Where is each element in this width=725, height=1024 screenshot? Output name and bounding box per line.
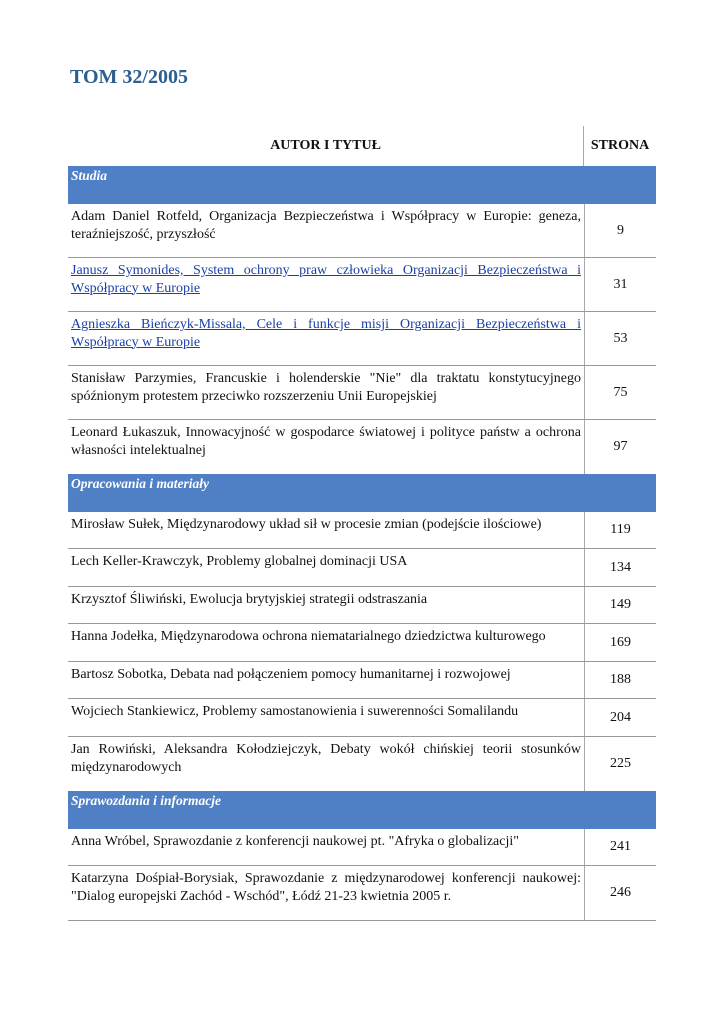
entry-page: 97 (584, 420, 656, 474)
entry-title: Lech Keller-Krawczyk, Problemy globalnej dominacji USA (71, 554, 408, 569)
table-row (68, 512, 656, 549)
entry-title: Adam Daniel Rotfeld, Organizacja Bezpieczeństwa i Współpracy w Europie: geneza, teraźniejszość, przyszłość (71, 209, 581, 242)
entry-title: Stanisław Parzymies, Francuskie i holenderskie "Nie" dla traktatu konstytucyjnego spóźnionym protestem przeciwko rozszerzeniu Unii Europejskiej (71, 371, 581, 404)
page-header: STRONA (583, 126, 656, 166)
entry-title: Mirosław Sułek, Międzynarodowy układ sił w procesie zmian (podejście ilościowe) (71, 517, 542, 532)
section-header-studia: Studia (68, 166, 656, 204)
entry-title: Leonard Łukaszuk, Innowacyjność w gospodarce światowej i polityce państw a ochrona własności intelektualnej (71, 425, 581, 458)
table-row (68, 829, 656, 866)
table-row (68, 420, 656, 474)
entry-page: 225 (584, 737, 656, 791)
entry-page: 169 (584, 624, 656, 661)
entry-page: 75 (584, 366, 656, 419)
section-header-opracowania: Opracowania i materiały (68, 474, 656, 512)
table-row (68, 662, 656, 699)
page-title: TOM 32/2005 (70, 66, 188, 88)
entry-title: Katarzyna Dośpiał-Borysiak, Sprawozdanie z międzynarodowej konferencji naukowej: "Dialog europejski Zachód - Wschód", Łódź 21-23 kwietnia 2005 r. (71, 871, 581, 904)
entry-page: 31 (584, 258, 656, 311)
entry-title: Jan Rowiński, Aleksandra Kołodziejczyk, Debaty wokół chińskiej teorii stosunków międzynarodowych (71, 742, 581, 775)
table-row (68, 204, 656, 258)
entry-title: Wojciech Stankiewicz, Problemy samostanowienia i suwerenności Somalilandu (71, 704, 519, 719)
entry-page: 149 (584, 587, 656, 623)
table-header (68, 126, 656, 166)
entry-title: Anna Wróbel, Sprawozdanie z konferencji naukowej pt. "Afryka o globalizacji" (71, 834, 519, 849)
table-row (68, 624, 656, 662)
entry-page: 246 (584, 866, 656, 920)
entry-title-link[interactable]: Agnieszka Bieńczyk-Missala, Cele i funkcje misji Organizacji Bezpieczeństwa i Współpracy w Europie (71, 317, 581, 350)
entry-page: 53 (584, 312, 656, 365)
entry-title-link[interactable]: Janusz Symonides, System ochrony praw człowieka Organizacji Bezpieczeństwa i Współpracy w Europie (71, 263, 581, 296)
entry-title: Krzysztof Śliwiński, Ewolucja brytyjskiej strategii odstraszania (71, 592, 428, 607)
entry-page: 241 (584, 829, 656, 865)
entry-title: Bartosz Sobotka, Debata nad połączeniem pomocy humanitarnej i rozwojowej (71, 667, 511, 682)
table-row (68, 549, 656, 587)
contents-table (68, 126, 656, 921)
table-row (68, 587, 656, 624)
table-row (68, 737, 656, 791)
table-row[interactable] (68, 312, 656, 366)
entry-page: 9 (584, 204, 656, 257)
table-row (68, 366, 656, 420)
entry-page: 188 (584, 662, 656, 698)
table-row (68, 866, 656, 921)
entry-page: 134 (584, 549, 656, 586)
entry-page: 119 (584, 512, 656, 548)
author-title-header: AUTOR I TYTUŁ (270, 138, 381, 153)
table-row (68, 699, 656, 737)
table-row[interactable] (68, 258, 656, 312)
entry-title: Hanna Jodełka, Międzynarodowa ochrona niematarialnego dziedzictwa kulturowego (71, 629, 546, 644)
section-header-sprawozdania: Sprawozdania i informacje (68, 791, 656, 829)
entry-page: 204 (584, 699, 656, 736)
